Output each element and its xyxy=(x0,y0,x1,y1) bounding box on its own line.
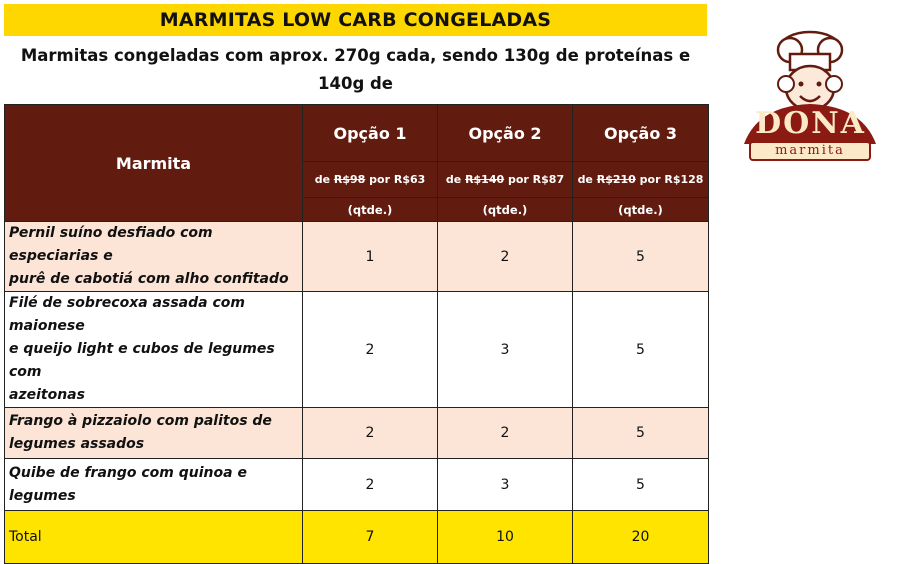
qty-cell: 2 xyxy=(438,408,573,459)
header-option-1: Opção 1 xyxy=(303,105,438,162)
total-option-2: 10 xyxy=(438,511,573,564)
dish-name: Filé de sobrecoxa assada com maionese e queijo light e cubos de legumes com azeitonas xyxy=(5,292,303,408)
dish-name: Frango à pizzaiolo com palitos de legumes assados xyxy=(5,408,303,459)
table-row xyxy=(5,459,709,511)
dish-name: Quibe de frango com quinoa e legumes xyxy=(5,459,303,511)
qty-cell: 3 xyxy=(438,459,573,511)
qty-cell: 5 xyxy=(573,292,709,408)
header-option-2: Opção 2 xyxy=(438,105,573,162)
qty-cell: 3 xyxy=(438,292,573,408)
new-price: R$63 xyxy=(393,173,426,186)
old-price: R$210 xyxy=(596,173,636,186)
total-option-3: 20 xyxy=(573,511,709,564)
new-price: R$128 xyxy=(664,173,704,186)
qty-cell: 5 xyxy=(573,408,709,459)
logo-brand-top: DONA xyxy=(755,106,866,141)
qty-cell: 2 xyxy=(303,292,438,408)
total-row xyxy=(5,511,709,564)
qty-cell: 5 xyxy=(573,459,709,511)
marmita-table xyxy=(4,104,709,564)
price-option-2: de R$140 por R$87 xyxy=(438,162,573,198)
table-row xyxy=(5,222,709,292)
total-label: Total xyxy=(5,511,303,564)
dona-marmita-logo xyxy=(738,26,894,164)
total-option-1: 7 xyxy=(303,511,438,564)
old-price: R$140 xyxy=(465,173,505,186)
price-option-1: de R$98 por R$63 xyxy=(303,162,438,198)
new-price: R$87 xyxy=(532,173,565,186)
qty-cell: 2 xyxy=(303,459,438,511)
header-option-3: Opção 3 xyxy=(573,105,709,162)
qty-cell: 5 xyxy=(573,222,709,292)
table-row xyxy=(5,292,709,408)
qty-cell: 2 xyxy=(303,408,438,459)
price-option-3: de R$210 por R$128 xyxy=(573,162,709,198)
table-row xyxy=(5,408,709,459)
qty-cell: 1 xyxy=(303,222,438,292)
old-price: R$98 xyxy=(333,173,366,186)
qty-label-option-1: (qtde.) xyxy=(303,198,438,222)
logo-brand-bottom: marmita xyxy=(775,143,845,158)
qty-cell: 2 xyxy=(438,222,573,292)
page-banner: MARMITAS LOW CARB CONGELADAS xyxy=(4,4,707,36)
dish-name: Pernil suíno desfiado com especiarias e purê de cabotiá com alho confitado xyxy=(5,222,303,292)
qty-label-option-3: (qtde.) xyxy=(573,198,709,222)
subtitle-line-1: Marmitas congeladas com aprox. 270g cada, sendo 130g de proteínas e 140g de xyxy=(20,46,691,93)
header-marmita: Marmita xyxy=(5,105,303,222)
qty-label-option-2: (qtde.) xyxy=(438,198,573,222)
